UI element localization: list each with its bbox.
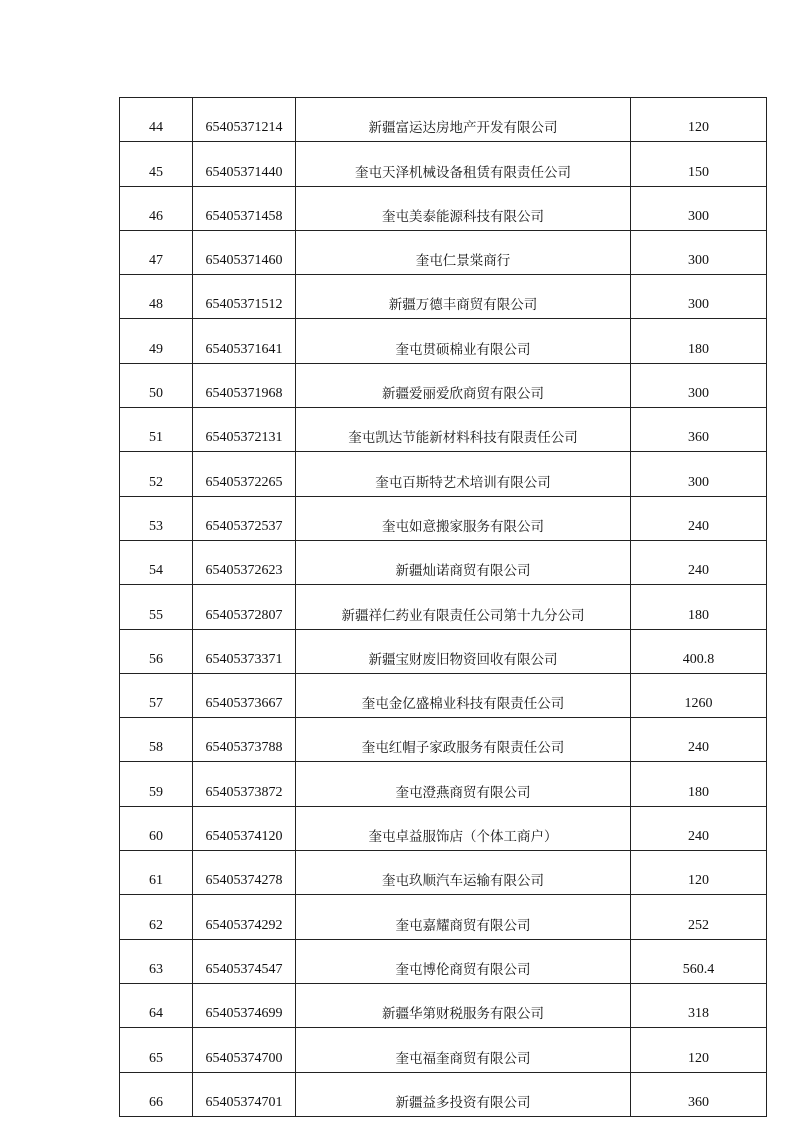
company-table xyxy=(119,97,767,1117)
row-number-cell: 51 xyxy=(120,408,193,452)
table-row xyxy=(120,98,767,142)
company-code-cell: 65405374699 xyxy=(193,983,296,1027)
company-code-cell: 65405374700 xyxy=(193,1028,296,1072)
table-body xyxy=(120,98,767,1117)
row-number-cell: 54 xyxy=(120,540,193,584)
table-row xyxy=(120,142,767,186)
company-code-cell: 65405372131 xyxy=(193,408,296,452)
company-code-cell: 65405371460 xyxy=(193,230,296,274)
amount-cell: 180 xyxy=(631,762,767,806)
company-name-cell: 奎屯美泰能源科技有限公司 xyxy=(296,186,631,230)
company-code-cell: 65405371440 xyxy=(193,142,296,186)
company-code-cell: 65405372265 xyxy=(193,452,296,496)
company-name-cell: 奎屯凯达节能新材料科技有限责任公司 xyxy=(296,408,631,452)
company-name-cell: 奎屯澄燕商贸有限公司 xyxy=(296,762,631,806)
company-code-cell: 65405374701 xyxy=(193,1072,296,1116)
row-number-cell: 64 xyxy=(120,983,193,1027)
company-name-cell: 新疆华第财税服务有限公司 xyxy=(296,983,631,1027)
table-row xyxy=(120,939,767,983)
row-number-cell: 66 xyxy=(120,1072,193,1116)
table-row xyxy=(120,629,767,673)
company-name-cell: 奎屯贯硕棉业有限公司 xyxy=(296,319,631,363)
company-code-cell: 65405373872 xyxy=(193,762,296,806)
amount-cell: 120 xyxy=(631,1028,767,1072)
table-row xyxy=(120,452,767,496)
company-code-cell: 65405373667 xyxy=(193,673,296,717)
row-number-cell: 57 xyxy=(120,673,193,717)
company-code-cell: 65405374292 xyxy=(193,895,296,939)
company-code-cell: 65405371641 xyxy=(193,319,296,363)
company-name-cell: 新疆灿诺商贸有限公司 xyxy=(296,540,631,584)
row-number-cell: 62 xyxy=(120,895,193,939)
company-name-cell: 奎屯福奎商贸有限公司 xyxy=(296,1028,631,1072)
table-row xyxy=(120,319,767,363)
table-row xyxy=(120,186,767,230)
company-code-cell: 65405371968 xyxy=(193,363,296,407)
table-row xyxy=(120,585,767,629)
table-row xyxy=(120,806,767,850)
company-name-cell: 奎屯金亿盛棉业科技有限责任公司 xyxy=(296,673,631,717)
company-code-cell: 65405371214 xyxy=(193,98,296,142)
company-name-cell: 奎屯仁景棠商行 xyxy=(296,230,631,274)
amount-cell: 400.8 xyxy=(631,629,767,673)
row-number-cell: 50 xyxy=(120,363,193,407)
company-name-cell: 新疆富运达房地产开发有限公司 xyxy=(296,98,631,142)
amount-cell: 180 xyxy=(631,585,767,629)
company-code-cell: 65405372537 xyxy=(193,496,296,540)
table-row xyxy=(120,363,767,407)
company-code-cell: 65405373371 xyxy=(193,629,296,673)
amount-cell: 560.4 xyxy=(631,939,767,983)
company-name-cell: 新疆爱丽爱欣商贸有限公司 xyxy=(296,363,631,407)
amount-cell: 240 xyxy=(631,806,767,850)
amount-cell: 300 xyxy=(631,452,767,496)
table-row xyxy=(120,762,767,806)
amount-cell: 150 xyxy=(631,142,767,186)
row-number-cell: 46 xyxy=(120,186,193,230)
table-row xyxy=(120,1028,767,1072)
table-row xyxy=(120,851,767,895)
row-number-cell: 53 xyxy=(120,496,193,540)
row-number-cell: 48 xyxy=(120,275,193,319)
amount-cell: 120 xyxy=(631,851,767,895)
company-name-cell: 奎屯百斯特艺术培训有限公司 xyxy=(296,452,631,496)
company-name-cell: 新疆万德丰商贸有限公司 xyxy=(296,275,631,319)
row-number-cell: 52 xyxy=(120,452,193,496)
company-name-cell: 奎屯如意搬家服务有限公司 xyxy=(296,496,631,540)
table-row xyxy=(120,983,767,1027)
company-name-cell: 新疆宝财废旧物资回收有限公司 xyxy=(296,629,631,673)
amount-cell: 300 xyxy=(631,230,767,274)
amount-cell: 180 xyxy=(631,319,767,363)
amount-cell: 1260 xyxy=(631,673,767,717)
company-name-cell: 奎屯天泽机械设备租赁有限责任公司 xyxy=(296,142,631,186)
amount-cell: 240 xyxy=(631,496,767,540)
row-number-cell: 59 xyxy=(120,762,193,806)
amount-cell: 252 xyxy=(631,895,767,939)
company-code-cell: 65405374120 xyxy=(193,806,296,850)
amount-cell: 120 xyxy=(631,98,767,142)
amount-cell: 240 xyxy=(631,540,767,584)
row-number-cell: 45 xyxy=(120,142,193,186)
company-name-cell: 新疆益多投资有限公司 xyxy=(296,1072,631,1116)
row-number-cell: 61 xyxy=(120,851,193,895)
company-code-cell: 65405371458 xyxy=(193,186,296,230)
company-code-cell: 65405373788 xyxy=(193,718,296,762)
row-number-cell: 65 xyxy=(120,1028,193,1072)
company-name-cell: 奎屯博伦商贸有限公司 xyxy=(296,939,631,983)
row-number-cell: 58 xyxy=(120,718,193,762)
company-name-cell: 新疆祥仁药业有限责任公司第十九分公司 xyxy=(296,585,631,629)
amount-cell: 360 xyxy=(631,408,767,452)
company-name-cell: 奎屯卓益服饰店（个体工商户） xyxy=(296,806,631,850)
row-number-cell: 47 xyxy=(120,230,193,274)
company-code-cell: 65405372623 xyxy=(193,540,296,584)
company-name-cell: 奎屯红帽子家政服务有限责任公司 xyxy=(296,718,631,762)
amount-cell: 300 xyxy=(631,275,767,319)
table-row xyxy=(120,895,767,939)
amount-cell: 240 xyxy=(631,718,767,762)
table-row xyxy=(120,718,767,762)
company-code-cell: 65405371512 xyxy=(193,275,296,319)
row-number-cell: 60 xyxy=(120,806,193,850)
company-code-cell: 65405374278 xyxy=(193,851,296,895)
table-row xyxy=(120,230,767,274)
row-number-cell: 49 xyxy=(120,319,193,363)
company-name-cell: 奎屯玖顺汽车运输有限公司 xyxy=(296,851,631,895)
amount-cell: 360 xyxy=(631,1072,767,1116)
row-number-cell: 55 xyxy=(120,585,193,629)
table-row xyxy=(120,540,767,584)
table-row xyxy=(120,673,767,717)
table-row xyxy=(120,1072,767,1116)
row-number-cell: 63 xyxy=(120,939,193,983)
amount-cell: 318 xyxy=(631,983,767,1027)
company-name-cell: 奎屯嘉耀商贸有限公司 xyxy=(296,895,631,939)
company-code-cell: 65405374547 xyxy=(193,939,296,983)
table-row xyxy=(120,496,767,540)
row-number-cell: 56 xyxy=(120,629,193,673)
table-row xyxy=(120,275,767,319)
row-number-cell: 44 xyxy=(120,98,193,142)
amount-cell: 300 xyxy=(631,363,767,407)
company-code-cell: 65405372807 xyxy=(193,585,296,629)
amount-cell: 300 xyxy=(631,186,767,230)
table-row xyxy=(120,408,767,452)
